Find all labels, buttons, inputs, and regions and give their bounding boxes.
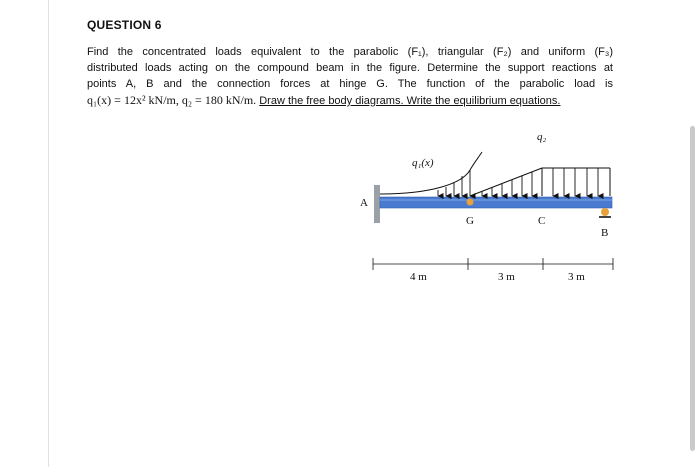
uniform-load-arrows [553, 168, 598, 196]
parabolic-load-arrows [438, 170, 470, 196]
label-q2: q₂ [537, 131, 547, 143]
instruction-text: Draw the free body diagrams. Write the equilibrium equations. [259, 95, 561, 107]
fixed-wall-support [374, 185, 380, 223]
load-formula: q₁(x) = 12x² kN/m, q₂ = 180 kN/m. [87, 93, 257, 107]
label-a: A [360, 197, 368, 209]
roller-support-b [601, 208, 609, 216]
dimension-line [373, 258, 613, 270]
support-b-base [599, 216, 611, 218]
triangular-load-line [470, 168, 542, 196]
label-g: G [466, 215, 474, 227]
label-q1: q₁(x) [412, 157, 434, 169]
dimension-3m-second: 3 m [568, 271, 585, 283]
compound-beam [380, 197, 612, 208]
question-line-3: points A, B and the connection forces at hinge G. The function of the parabolic load is [87, 78, 613, 90]
question-line-2: distributed loads acting on the compound beam in the figure. Determine the support reactions at [87, 62, 613, 74]
label-c: C [538, 215, 546, 227]
dimension-4m: 4 m [410, 271, 427, 283]
label-b: B [601, 227, 609, 239]
hinge-g-marker [467, 199, 474, 206]
dimension-3m-first: 3 m [498, 271, 515, 283]
question-title: QUESTION 6 [87, 18, 162, 32]
triangular-load-arrows [482, 172, 532, 196]
question-line-1: Find the concentrated loads equivalent to the parabolic (F₁), triangular (F₂) and uniform (F₃) [87, 46, 613, 58]
